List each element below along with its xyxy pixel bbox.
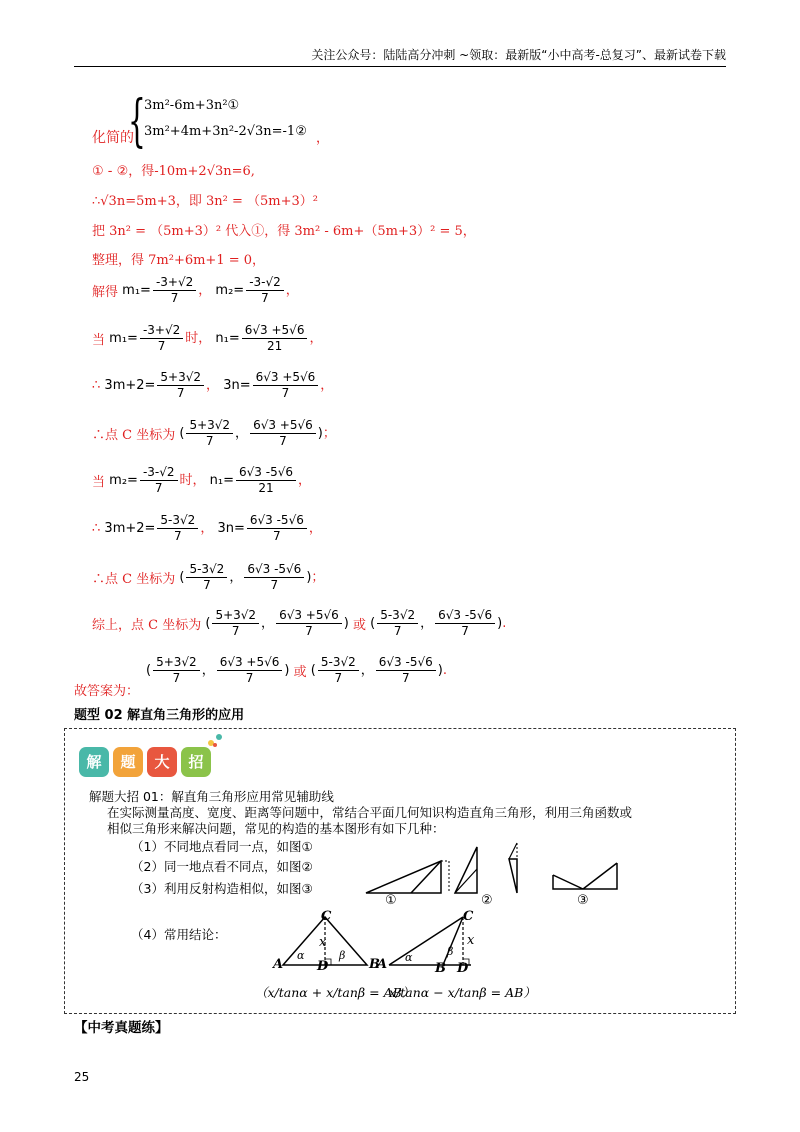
- figure-1-diagram: [361, 857, 461, 897]
- step-4: 整理，得 7m²+6m+1 = 0，: [92, 253, 266, 268]
- tri2-label-c: C: [463, 909, 474, 924]
- tri2-label-b: B: [435, 961, 446, 976]
- badge-da: 大: [147, 747, 177, 777]
- exam-practice-title: 【中考真题练】: [74, 1020, 169, 1036]
- tri1-label-beta: β: [339, 949, 346, 962]
- step-2: ∴√3n=5m+3，即 3n² = （5m+3）²: [92, 194, 318, 209]
- tri2-label-d: D: [457, 961, 469, 976]
- equation-2: 3m²+4m+3n²-2√3n=-1②: [144, 124, 307, 139]
- step-8-coord1: ∴点 C 坐标为 ( $\frac{5+3√2}{7}$ ， $\frac{6√3 +5√6}{7}$ )；: [92, 418, 336, 448]
- answer-label: 故答案为：: [74, 684, 140, 699]
- brace: {: [128, 89, 146, 154]
- tri1-label-c: C: [321, 909, 332, 924]
- formula-1: （x/tanα + x/tanβ = AB）: [255, 985, 415, 1000]
- tip-para-2: 相似三角形来解决问题，常见的构造的基本图形有如下几种：: [107, 821, 445, 836]
- step-7-case1-values: ∴ 3m+2= $\frac{5+3√2}{7}$ ， 3n= $\frac{6√3 +5√6}{7}$ ，: [92, 370, 334, 400]
- step-10-case2-values: ∴ 3m+2= $\frac{5-3√2}{7}$ ， 3n= $\frac{6√3 -5√6}{7}$ ，: [92, 513, 322, 543]
- figure-3-label: ③: [577, 893, 589, 908]
- step-1: ① - ②，得-10m+2√3n=6,: [92, 164, 255, 179]
- step-12-summary: 综上，点 C 坐标为 ( $\frac{5+3√2}{7}$ ， $\frac{6√3 +5√6}{7}$ ) 或 ( $\frac{5-3√2}{7}$ ， $\frac{6√3 -5√6}{7}$ ).: [92, 608, 507, 638]
- tip-item-4: （4）常用结论：: [131, 927, 227, 942]
- system-suffix: ，: [316, 131, 330, 146]
- tip-item-2: （2）同一地点看不同点，如图②: [131, 859, 313, 874]
- tri2-label-a: A: [377, 957, 388, 972]
- tip-item-3: （3）利用反射构造相似，如图③: [131, 881, 313, 896]
- tri1-label-a: A: [273, 957, 284, 972]
- page-number: 25: [74, 1070, 90, 1084]
- badge-jie: 解: [79, 747, 109, 777]
- tip-item-1: （1）不同地点看同一点，如图①: [131, 839, 313, 854]
- step-6-case1: 当 m₁= $\frac{-3+√2}{7}$ 时， n₁= $\frac{6√3 +5√6}{21}$ ，: [92, 323, 323, 353]
- page-header: 关注公众号：陆陆高分冲刺 ~领取：最新版“小中高考-总复习”、最新试卷下载: [74, 46, 726, 67]
- tri1-label-alpha: α: [297, 949, 305, 962]
- section-title: 题型 02 解直角三角形的应用: [74, 708, 245, 723]
- figure-3-diagram: [549, 855, 629, 895]
- tri1-label-x: x: [319, 935, 327, 950]
- step-3: 把 3n² = （5m+3）² 代入①，得 3m² - 6m+（5m+3）² = 5，: [92, 224, 476, 239]
- equation-system: [128, 89, 328, 154]
- system-prefix: 化简的: [92, 130, 134, 146]
- step-5-solutions: 解得 m₁= $\frac{-3+√2}{7}$ ， m₂= $\frac{-3-√2}{7}$ ，: [92, 275, 299, 305]
- step-11-coord2: ∴点 C 坐标为 ( $\frac{5-3√2}{7}$ ， $\frac{6√3 -5√6}{7}$ )；: [92, 562, 325, 592]
- badge-zhao: 招: [181, 747, 211, 777]
- tri2-label-alpha: α: [405, 951, 413, 964]
- equation-1: 3m²-6m+3n²①: [144, 98, 240, 113]
- figure-2-label: ②: [481, 893, 493, 908]
- tri2-label-x: x: [467, 933, 475, 948]
- figure-1-label: ①: [385, 893, 397, 908]
- tip-box: [64, 728, 736, 1014]
- tri2-label-beta: β: [447, 945, 454, 958]
- sparkle-icon: [205, 731, 225, 749]
- formula-2: x/tanα − x/tanβ = AB）: [389, 985, 536, 1000]
- tri1-label-d: D: [317, 959, 329, 974]
- badge-ti: 题: [113, 747, 143, 777]
- tip-title: 解题大招 01：解直角三角形应用常见辅助线: [89, 789, 334, 804]
- tri1-label-b: B: [369, 957, 380, 972]
- answer-value: ( $\frac{5+3√2}{7}$ ， $\frac{6√3 +5√6}{7}$ ) 或 ( $\frac{5-3√2}{7}$ ， $\frac{6√3 -5√6}{7}$ ).: [146, 655, 447, 685]
- figure-2-diagram: [449, 839, 539, 897]
- tip-para-1: 在实际测量高度、宽度、距离等问题中，常结合平面几何知识构造直角三角形，利用三角函数或: [107, 805, 633, 820]
- step-9-case2: 当 m₂= $\frac{-3-√2}{7}$ 时， n₁= $\frac{6√3 -5√6}{21}$ ，: [92, 465, 312, 495]
